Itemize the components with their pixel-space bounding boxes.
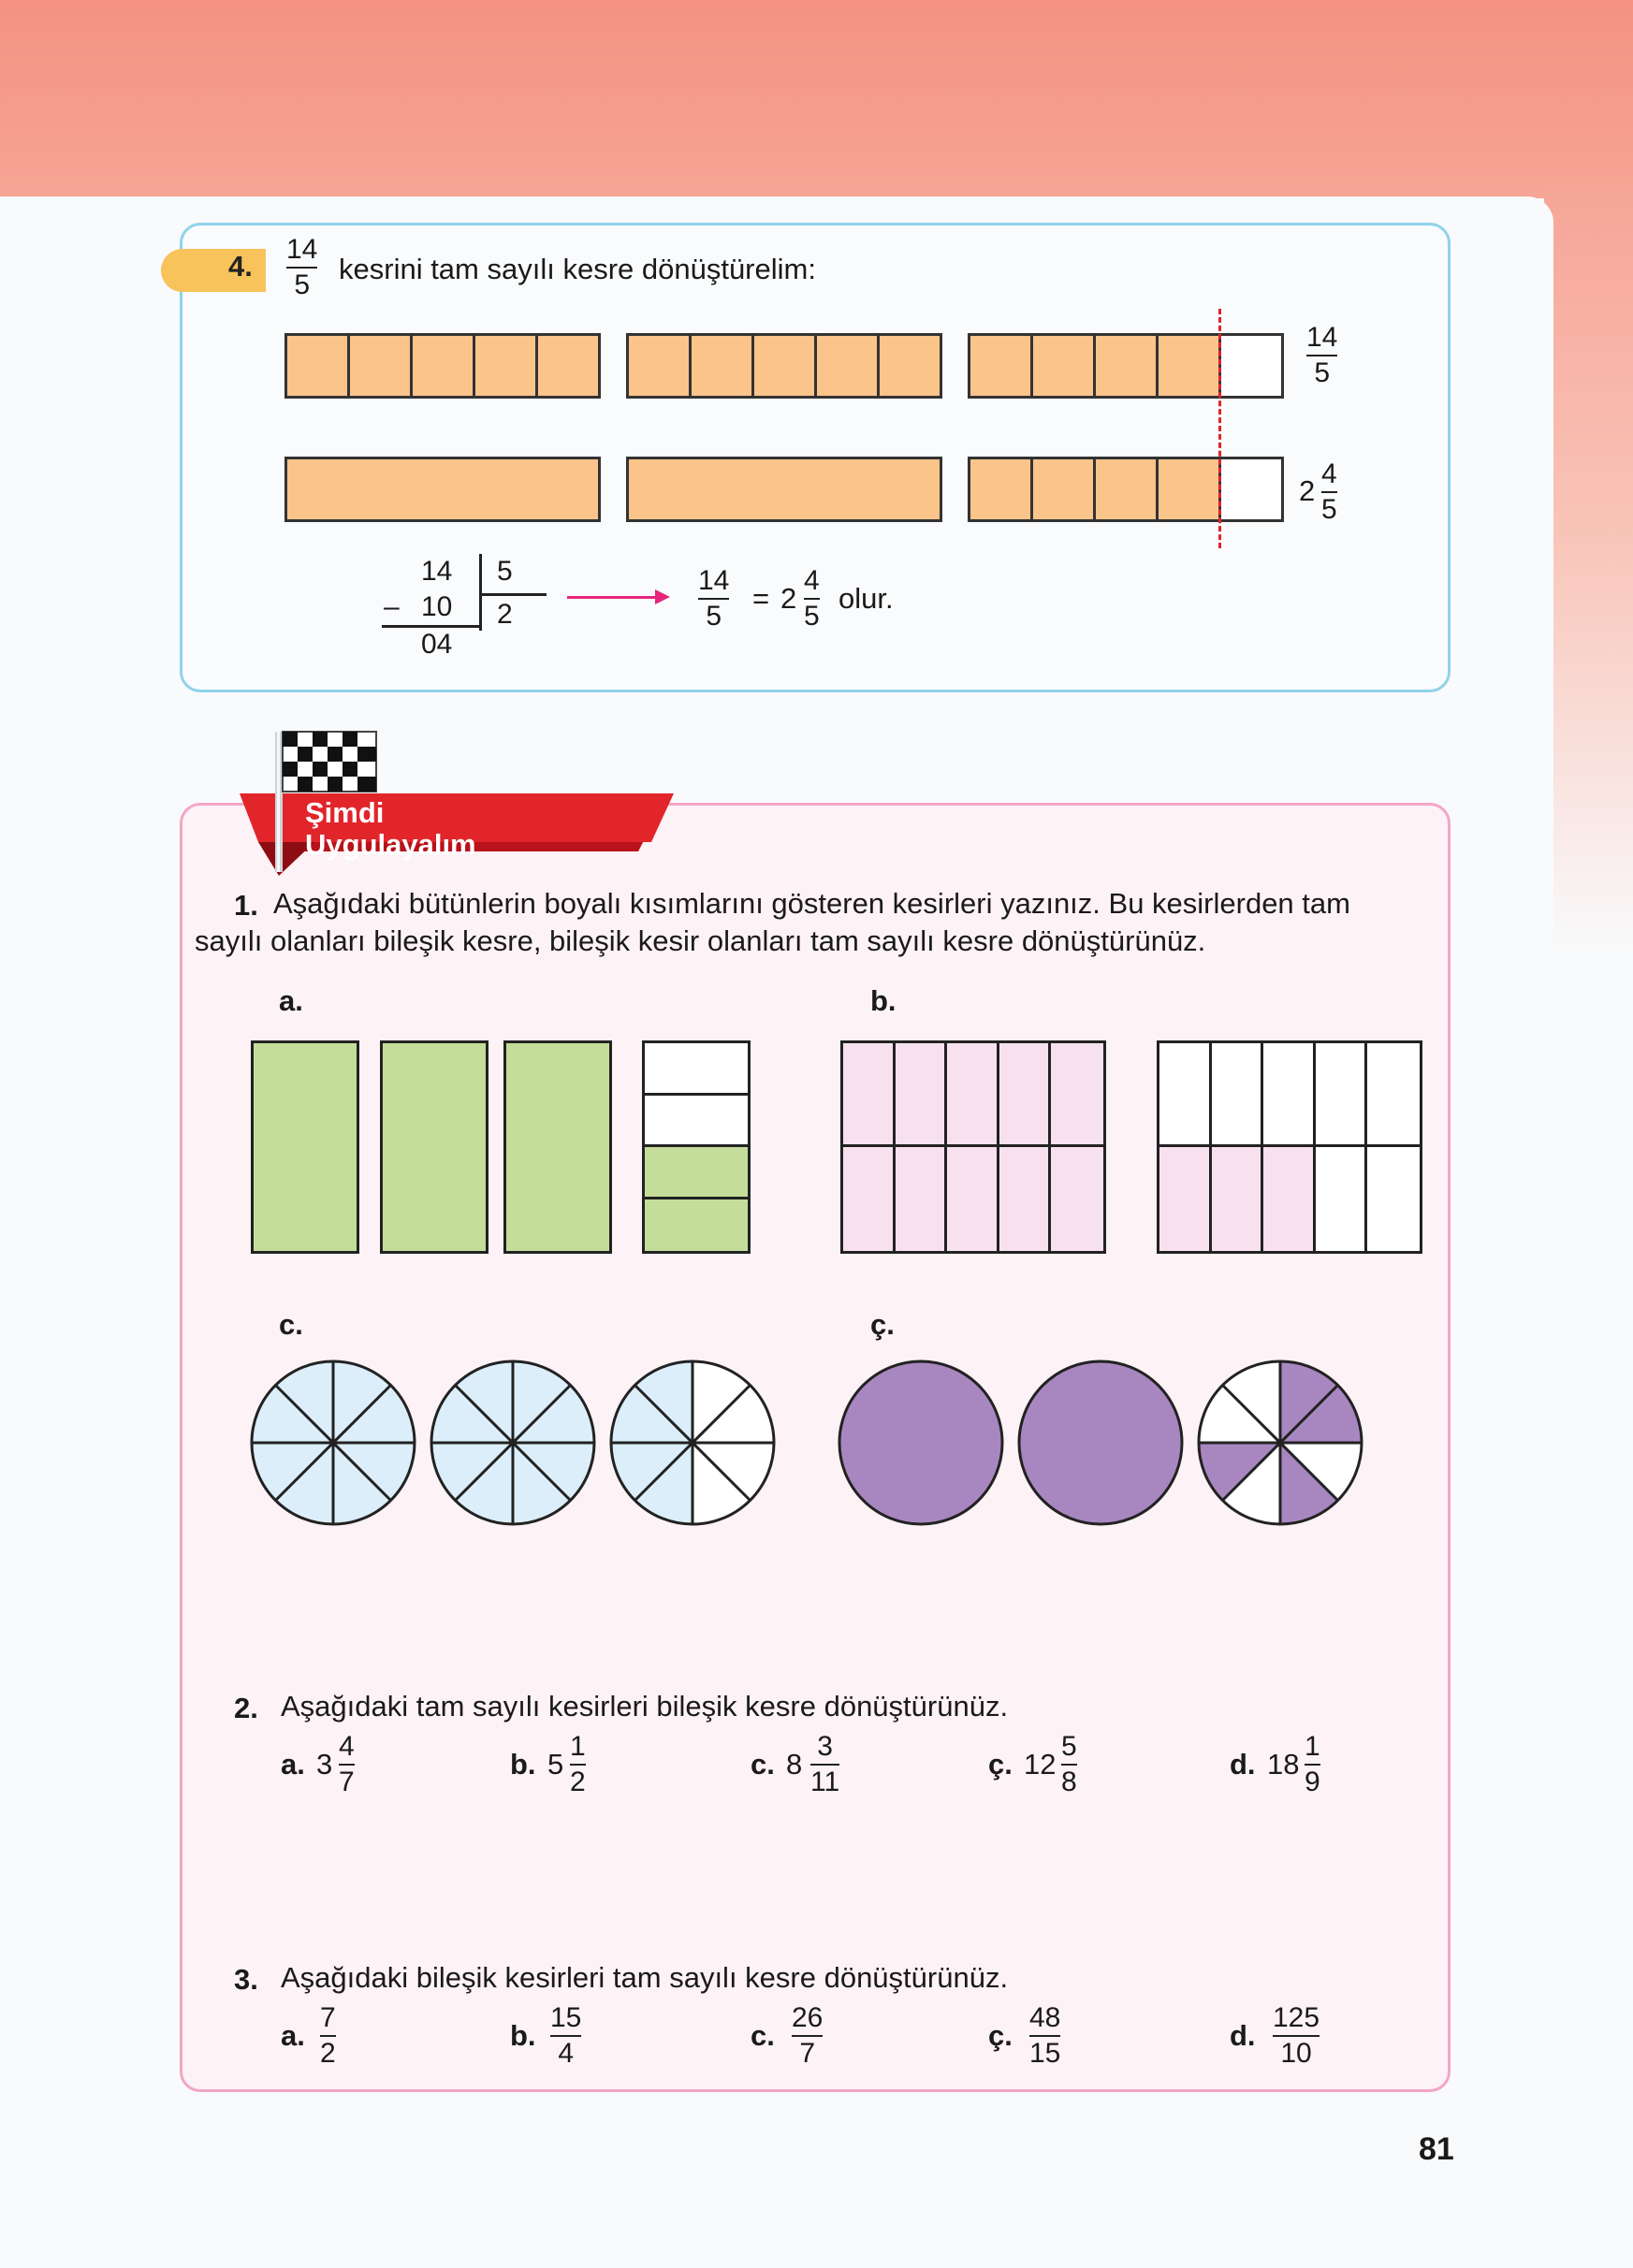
result-whole: 2 xyxy=(780,582,797,615)
q3-item-fraction: 125 10 xyxy=(1273,2002,1320,2069)
q3-text: Aşağıdaki bileşik kesirleri tam sayılı kesre dönüştürünüz. xyxy=(281,1961,1009,1994)
row1-fraction-label: 14 5 xyxy=(1306,322,1338,388)
division-quotient: 2 xyxy=(497,599,513,630)
intro-text: kesrini tam sayılı kesre dönüştürelim: xyxy=(339,253,816,285)
q1-number: 1. xyxy=(234,889,258,922)
arrow-right-icon xyxy=(655,589,670,604)
q2-item-fraction: 5 8 xyxy=(1061,1731,1077,1797)
q2-item-label: c. xyxy=(751,1748,775,1781)
q3-item-label: b. xyxy=(510,2019,536,2052)
row2-whole-number: 2 xyxy=(1299,474,1316,507)
shape-b-whole xyxy=(840,1040,1106,1254)
q2-number: 2. xyxy=(234,1692,258,1724)
q2-item-whole: 12 xyxy=(1024,1748,1057,1781)
division-divisor-line xyxy=(479,593,547,596)
division-dividend: 14 xyxy=(421,556,453,587)
division-divisor: 5 xyxy=(497,556,513,587)
q3-item-label: a. xyxy=(281,2019,305,2052)
strip-row2-whole-2 xyxy=(626,457,942,522)
q1-text-line2: sayılı olanları bileşik kesre, bileşik kesir olanları tam sayılı kesre dönüştürünüz. xyxy=(195,924,1206,957)
side-color-band xyxy=(1544,187,1633,954)
shape-a-whole-1 xyxy=(251,1040,359,1254)
page-number: 81 xyxy=(1419,2131,1454,2167)
circle-c-2 xyxy=(429,1359,597,1527)
q2-item-whole: 8 xyxy=(786,1748,803,1781)
circle-cc-3 xyxy=(1196,1359,1364,1527)
strip-row1-whole-3 xyxy=(968,333,1284,399)
circle-c-3 xyxy=(608,1359,777,1527)
shape-a-whole-3 xyxy=(503,1040,612,1254)
shape-a-whole-2 xyxy=(380,1040,488,1254)
divider-dashed-line xyxy=(1218,309,1221,548)
circle-cc-1 xyxy=(837,1359,1005,1527)
q1-label-a: a. xyxy=(279,984,303,1017)
result-suffix: olur. xyxy=(838,582,894,615)
q2-item-fraction: 1 2 xyxy=(570,1731,586,1797)
result-mixed-fraction: 4 5 xyxy=(804,565,820,632)
q2-item-fraction: 3 11 xyxy=(810,1731,840,1797)
q1-text-line1: Aşağıdaki bütünlerin boyalı kısımlarını gösteren kesirleri yazınız. Bu kesirlerden tam xyxy=(273,887,1350,920)
result-equals: = xyxy=(752,582,770,615)
strip-row1-whole-2 xyxy=(626,333,942,399)
strip-row2-whole-3 xyxy=(968,457,1284,522)
q1-label-b: b. xyxy=(870,984,897,1017)
q2-item-whole: 3 xyxy=(316,1748,333,1781)
strip-row1-whole-1 xyxy=(284,333,601,399)
q1-label-c: c. xyxy=(279,1308,303,1341)
q2-item-whole: 18 xyxy=(1267,1748,1300,1781)
circle-c-1 xyxy=(249,1359,417,1527)
q3-item-fraction: 48 15 xyxy=(1029,2002,1061,2069)
q2-item-label: ç. xyxy=(988,1748,1013,1781)
q2-item-whole: 5 xyxy=(547,1748,564,1781)
q2-item-label: d. xyxy=(1230,1748,1256,1781)
arrow-line xyxy=(567,596,661,599)
shape-b-partial xyxy=(1157,1040,1422,1254)
division-minus: – xyxy=(384,591,400,622)
q3-item-fraction: 7 2 xyxy=(320,2002,336,2069)
q2-text: Aşağıdaki tam sayılı kesirleri bileşik kesre dönüştürünüz. xyxy=(281,1690,1009,1723)
q3-item-label: c. xyxy=(751,2019,775,2052)
top-color-band xyxy=(0,0,1633,198)
example-number: 4. xyxy=(228,250,253,283)
intro-fraction: 14 5 xyxy=(286,234,318,300)
q3-item-label: d. xyxy=(1230,2019,1256,2052)
ribbon-title-line2: Uygulayalım xyxy=(305,828,476,861)
q3-item-label: ç. xyxy=(988,2019,1013,2052)
division-remainder: 04 xyxy=(421,629,453,660)
q1-label-cc: ç. xyxy=(870,1308,895,1341)
shape-a-partial xyxy=(642,1040,751,1254)
q2-item-fraction: 1 9 xyxy=(1305,1731,1320,1797)
q3-item-fraction: 26 7 xyxy=(792,2002,824,2069)
division-vertical-line xyxy=(479,554,482,631)
division-subtrahend: 10 xyxy=(421,591,453,622)
circle-cc-2 xyxy=(1016,1359,1185,1527)
q2-item-label: a. xyxy=(281,1748,305,1781)
q3-item-fraction: 15 4 xyxy=(550,2002,582,2069)
q2-item-fraction: 4 7 xyxy=(339,1731,355,1797)
division-subtract-line xyxy=(382,625,479,628)
ribbon-flag-icon xyxy=(234,711,683,889)
ribbon-title-line1: Şimdi xyxy=(305,796,385,829)
result-fraction: 14 5 xyxy=(698,565,730,632)
q3-number: 3. xyxy=(234,1963,258,1996)
strip-row2-whole-1 xyxy=(284,457,601,522)
row2-fraction-label: 4 5 xyxy=(1321,458,1337,525)
q2-item-label: b. xyxy=(510,1748,536,1781)
